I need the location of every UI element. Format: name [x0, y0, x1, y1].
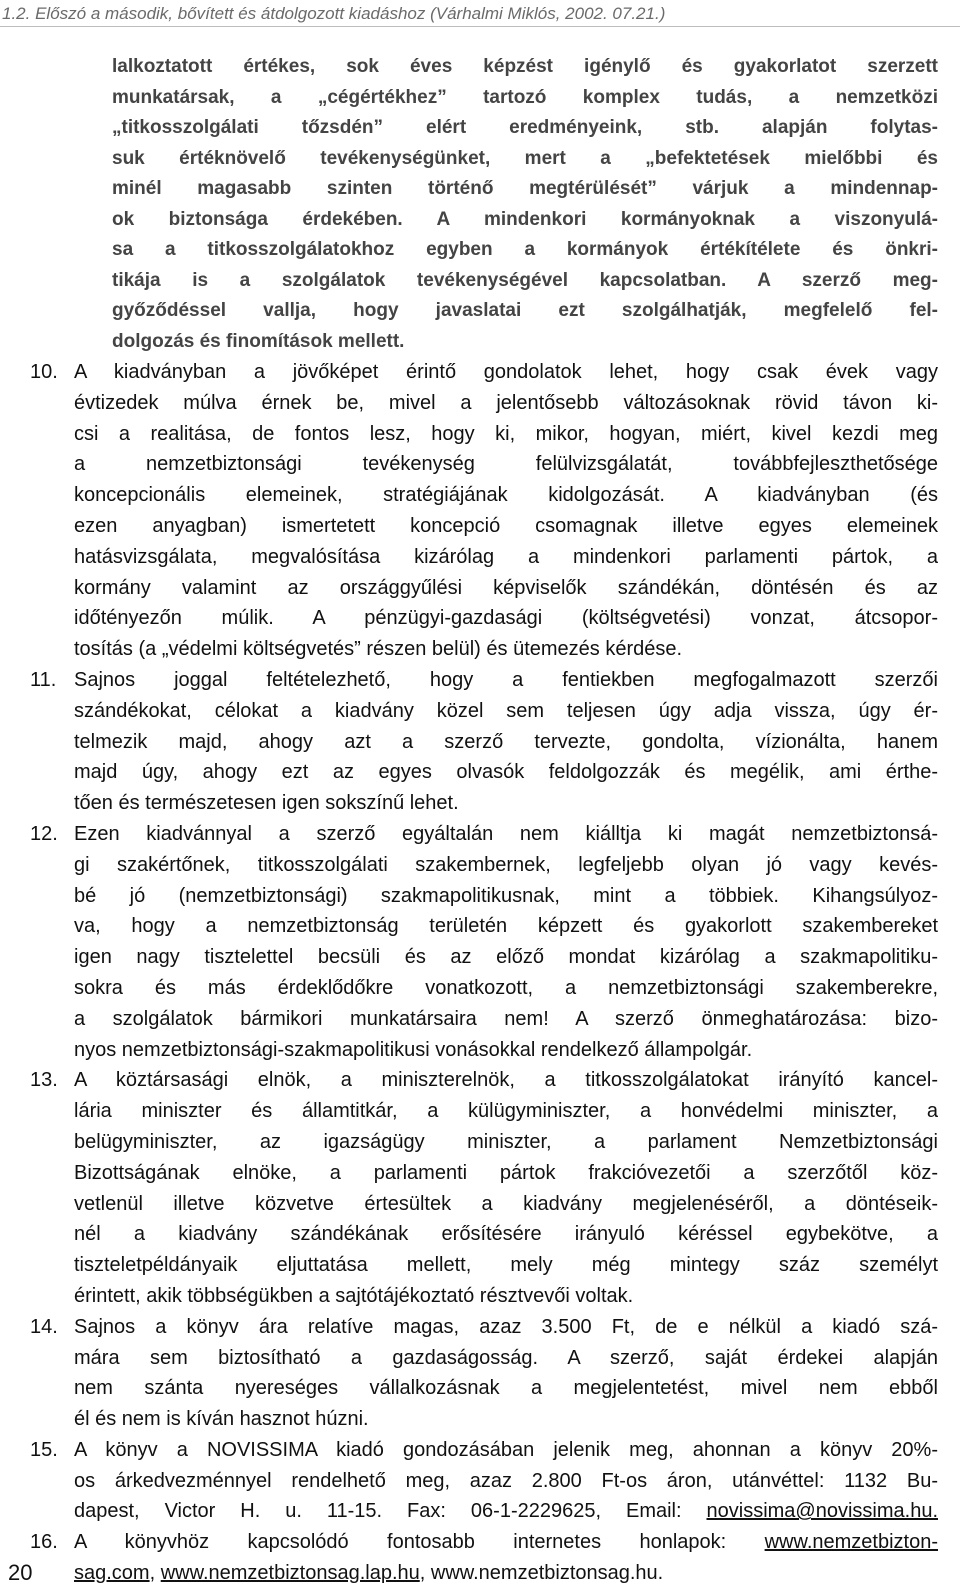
text-line: munkatársak, a „cégértékhez” tartozó komplex tudás, a nemzetközi — [112, 86, 938, 108]
website-link-1[interactable]: www.nemzetbizton- — [764, 1531, 938, 1554]
item-text — [74, 665, 938, 819]
text-line: a szolgálatok bármikori munkatársaira nem! A szerző önmeghatározása: bizo- — [74, 1007, 938, 1030]
item-number: 11. — [30, 668, 57, 691]
text-line — [74, 1496, 938, 1527]
text-line: A köztársasági elnök, a miniszterelnök, a titkosszolgálatokat irányító kancel- — [74, 1069, 938, 1092]
text-line: Ezen kiadvánnyal a szerző egyáltalán nem kiálltja ki magát nemzetbiztonsá- — [74, 822, 938, 845]
separator: , — [149, 1562, 161, 1585]
website-link-2[interactable]: www.nemzetbiztonsag.lap.hu — [160, 1562, 420, 1585]
text-segment: A könyvhöz kapcsolódó fontosabb internetes honlapok: — [74, 1531, 765, 1554]
page-number: 20 — [8, 1560, 33, 1585]
item-number: 12. — [30, 822, 58, 845]
text-line: sokra és más érdeklődőkre vonatkozott, a nemzetbiztonsági szakemberekre, — [74, 976, 938, 999]
text-line: tosítás (a „védelmi költségvetés” részen belül) és ütemezés kérdése. — [74, 638, 683, 661]
text-line: A kiadványban a jövőképet érintő gondolatok lehet, hogy csak évek vagy — [74, 361, 938, 383]
text-line: telmezik majd, ahogy azt a szerző tervezte, gondolta, vízionálta, hanem — [74, 730, 938, 753]
list-item — [30, 665, 938, 819]
text-line: Bizottságának elnöke, a parlamenti pártok frakcióvezetői a szerzőtől köz- — [74, 1161, 938, 1184]
text-line: mára sem biztosítható a gazdaságosság. A szerző, saját érdekei alapján — [74, 1346, 938, 1369]
email-link[interactable]: novissima@novissima.hu. — [706, 1500, 938, 1523]
text-line: nyos nemzetbiztonsági-szakmapolitikusi vonásokkal rendelkező állampolgár. — [74, 1038, 753, 1061]
text-line: a nemzetbiztonsági tevékenység felülvizsgálatát, továbbfejleszthetősége — [74, 453, 938, 476]
item-text — [74, 1527, 938, 1589]
text-line: kormány valamint az országgyűlési képviselők szándékán, döntésén és az — [74, 576, 938, 599]
text-line: Sajnos joggal feltételezhető, hogy a fentiekben megfogalmazott szerzői — [74, 668, 938, 691]
text-line: igen nagy tisztelettel becsüli és az előző mondat kizárólag a szakmapolitiku- — [74, 946, 938, 969]
text-line: nem szánta nyereséges vállalkozásnak a megjelentetést, mivel nem ebből — [74, 1377, 938, 1400]
text-line: os árkedvezménnyel rendelhető meg, azaz 2.800 Ft-os áron, utánvéttel: 1132 Bu- — [74, 1469, 938, 1492]
text-line: ezen anyagban) ismertetett koncepció csomagnak illetve egyes elemeinek — [74, 514, 938, 537]
page-content — [0, 52, 960, 1589]
text-line: „titkosszolgálati tőzsdén” elért eredményeink, stb. alapján folytas- — [112, 117, 938, 138]
text-line: minél magasabb szinten történő megtérülését” várjuk a mindennap- — [112, 178, 938, 199]
continuation-paragraph — [112, 52, 938, 357]
item-text — [74, 1435, 938, 1527]
item-number: 10. — [30, 361, 58, 383]
text-line: va, hogy a nemzetbiztonság területén képzett és gyakorlott szakembereket — [74, 915, 938, 938]
text-line: csi a realitása, de fontos lesz, hogy ki, mikor, hogyan, miért, kivel kezdi meg — [74, 422, 938, 445]
text-line: időtényezőn múlik. A pénzügyi-gazdasági (költségvetési) vonzat, átcsopor- — [74, 607, 938, 630]
list-item — [30, 1527, 938, 1589]
item-number: 16. — [30, 1531, 58, 1554]
text-line: hatásvizsgálata, megvalósítása kizárólag a mindenkori parlamenti pártok, a — [74, 545, 938, 568]
item-number: 15. — [30, 1438, 58, 1461]
text-line: majd úgy, ahogy ezt az egyes olvasók feldolgozzák és megélik, ami érthe- — [74, 761, 938, 784]
text-line: koncepcionális elemeinek, stratégiájának kidolgozását. A kiadványban (és — [74, 484, 938, 507]
item-number: 14. — [30, 1315, 58, 1338]
text-line: érintett, akik többségükben a sajtótájékoztató résztvevői voltak. — [74, 1284, 634, 1307]
item-text — [74, 819, 938, 1065]
running-header: 1.2. Előszó a második, bővített és átdolgozott kiadáshoz (Várhalmi Miklós, 2002. 07.21.) — [2, 4, 666, 23]
text-line: tően és természetesen igen sokszínű lehet. — [74, 792, 459, 815]
item-text — [74, 1312, 938, 1435]
list-item — [30, 819, 938, 1065]
text-line: bé jó (nemzetbiztonsági) szakmapolitikusnak, mint a többiek. Kihangsúlyoz- — [74, 884, 938, 907]
list-item — [30, 1312, 938, 1435]
item-number: 13. — [30, 1069, 58, 1092]
item-text — [74, 357, 938, 665]
text-line: dolgozás és finomítások mellett. — [112, 330, 405, 352]
text-line: gi szakértőnek, titkosszolgálati szakembernek, legfeljebb olyan jó vagy kevés- — [74, 853, 938, 876]
text-line: tiszteletpéldányaik eljuttatása mellett, mely még mintegy száz személyt — [74, 1254, 938, 1277]
text-line: évtizedek múlva érnek be, mivel a jelentősebb változásoknak rövid távon ki- — [74, 391, 938, 414]
item-text — [74, 1065, 938, 1311]
website-link-3: www.nemzetbiztonsag.hu. — [430, 1562, 664, 1585]
list-item — [30, 1065, 938, 1311]
text-line: szándékokat, célokat a kiadvány közel sem teljesen úgy adja vissza, úgy ér- — [74, 699, 938, 722]
text-line: tikája is a szolgálatok tevékenységével kapcsolatban. A szerző meg- — [112, 269, 938, 291]
website-link-1-continued[interactable]: sag.com — [74, 1562, 150, 1585]
text-line: nél a kiadvány szándékának erősítésére irányuló kéréssel egybekötve, a — [74, 1223, 938, 1246]
text-line: győződéssel vallja, hogy javaslatai ezt szolgálhatják, megfelelő fel- — [112, 300, 938, 321]
text-line: sa a titkosszolgálatokhoz egyben a kormányok értékítélete és önkri- — [112, 239, 938, 260]
text-line: A könyv a NOVISSIMA kiadó gondozásában jelenik meg, ahonnan a könyv 20%- — [74, 1438, 938, 1461]
text-line: él és nem is kíván hasznot húzni. — [74, 1408, 369, 1431]
text-line — [74, 1558, 938, 1589]
text-line: suk értéknövelő tevékenységünket, mert a „befektetések mielőbbi és — [112, 147, 938, 169]
text-line: Sajnos a könyv ára relatíve magas, azaz 3.500 Ft, de e nélkül a kiadó szá- — [74, 1315, 938, 1338]
list-item — [30, 1435, 938, 1527]
text-segment: dapest, Victor H. u. 11-15. Fax: 06-1-2229625, Email: — [74, 1500, 707, 1523]
text-line: lalkoztatott értékes, sok éves képzést igénylő és gyakorlatot szerzett — [112, 56, 938, 77]
list-item — [30, 357, 938, 665]
text-line: ok biztonsága érdekében. A mindenkori kormányoknak a viszonyulá- — [112, 208, 938, 230]
text-line: lária miniszter és államtitkár, a külügyminiszter, a honvédelmi miniszter, a — [74, 1100, 938, 1123]
separator: , — [419, 1562, 431, 1585]
text-line — [74, 1527, 938, 1558]
text-line: vetlenül illetve közvetve értesültek a kiadvány megjelenéséről, a döntéseik- — [74, 1192, 938, 1215]
header-divider — [0, 26, 960, 27]
text-line: belügyminiszter, az igazságügy miniszter, a parlament Nemzetbiztonsági — [74, 1130, 938, 1153]
